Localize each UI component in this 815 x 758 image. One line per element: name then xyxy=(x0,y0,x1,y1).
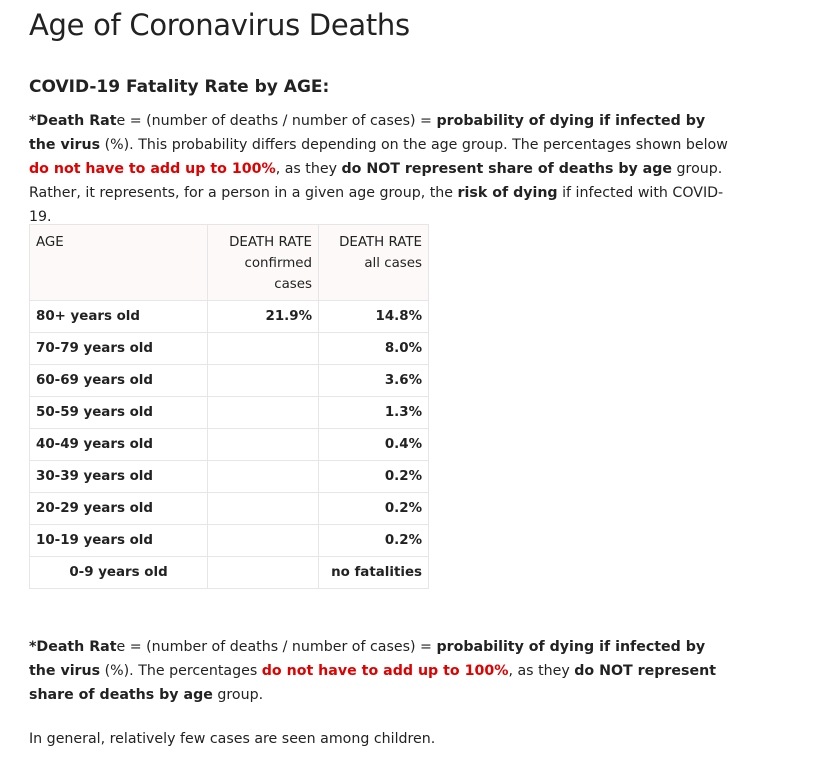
death-rate-term-tail: e xyxy=(116,113,126,129)
confirmed-cell xyxy=(208,333,319,365)
emphasis-text: do NOT represent share of deaths by age xyxy=(341,161,673,177)
age-cell: 40-49 years old xyxy=(30,429,208,461)
header-confirmed-line3: cases xyxy=(274,277,312,292)
confirmed-cell: 21.9% xyxy=(208,301,319,333)
header-all-line2: all cases xyxy=(364,256,422,271)
header-confirmed-line1: DEATH RATE xyxy=(229,235,312,250)
age-cell: 20-29 years old xyxy=(30,493,208,525)
all-cell: 0.2% xyxy=(319,525,429,557)
footnote-paragraph xyxy=(29,635,729,707)
table-row xyxy=(30,333,429,365)
table-row xyxy=(30,557,429,589)
header-confirmed-line2: confirmed xyxy=(244,256,312,271)
confirmed-cell xyxy=(208,397,319,429)
confirmed-cell xyxy=(208,525,319,557)
header-age: AGE xyxy=(30,225,208,301)
table-header-row xyxy=(30,225,429,301)
header-confirmed xyxy=(208,225,319,301)
intro-text-after: group. Rather, it represents, for a person in a given age group, the xyxy=(29,161,723,201)
all-cell: 0.4% xyxy=(319,429,429,461)
intro-text-end: if infected with COVID-19. xyxy=(29,185,724,225)
highlight-text: do not have to add up to 100% xyxy=(261,663,509,679)
table-row xyxy=(30,525,429,557)
all-cell: 3.6% xyxy=(319,365,429,397)
footnote-text-end: group. xyxy=(212,687,264,703)
section-heading: COVID-19 Fatality Rate by AGE: xyxy=(29,77,330,97)
confirmed-cell xyxy=(208,493,319,525)
all-cell: no fatalities xyxy=(319,557,429,589)
table-row xyxy=(30,461,429,493)
confirmed-cell xyxy=(208,365,319,397)
probability-text: probability of dying if infected by the virus xyxy=(29,113,706,153)
confirmed-cell xyxy=(208,557,319,589)
confirmed-cell xyxy=(208,461,319,493)
all-cell: 8.0% xyxy=(319,333,429,365)
intro-paragraph xyxy=(29,109,729,229)
all-cell: 14.8% xyxy=(319,301,429,333)
risk-text: risk of dying xyxy=(457,185,558,201)
fatality-rate-table xyxy=(29,224,429,589)
all-cell: 0.2% xyxy=(319,493,429,525)
page-title: Age of Coronavirus Deaths xyxy=(29,8,410,42)
probability-text: probability of dying if infected by the virus xyxy=(29,639,706,679)
intro-text-mid: , as they xyxy=(275,161,342,177)
intro-text: (%). This probability differs depending on the age group. The percentages shown below xyxy=(100,137,728,153)
header-all xyxy=(319,225,429,301)
all-cell: 0.2% xyxy=(319,461,429,493)
formula-text: = (number of deaths / number of cases) = xyxy=(125,639,437,655)
confirmed-cell xyxy=(208,429,319,461)
footnote-text-mid: , as they xyxy=(508,663,575,679)
emphasis-text: do NOT represent share of deaths by age xyxy=(29,663,717,703)
age-cell: 70-79 years old xyxy=(30,333,208,365)
death-rate-term: *Death Rat xyxy=(29,639,117,655)
age-cell: 80+ years old xyxy=(30,301,208,333)
table-row xyxy=(30,429,429,461)
age-cell: 10-19 years old xyxy=(30,525,208,557)
header-all-line1: DEATH RATE xyxy=(339,235,422,250)
death-rate-term-tail: e xyxy=(116,639,126,655)
closing-paragraph: In general, relatively few cases are seen among children. xyxy=(29,731,436,747)
table-row xyxy=(30,397,429,429)
death-rate-term: *Death Rat xyxy=(29,113,117,129)
age-cell: 0-9 years old xyxy=(30,557,208,589)
age-cell: 30-39 years old xyxy=(30,461,208,493)
highlight-text: do not have to add up to 100% xyxy=(29,161,276,177)
table-row xyxy=(30,493,429,525)
table-row xyxy=(30,365,429,397)
age-cell: 50-59 years old xyxy=(30,397,208,429)
formula-text: = (number of deaths / number of cases) = xyxy=(125,113,437,129)
age-cell: 60-69 years old xyxy=(30,365,208,397)
table-row xyxy=(30,301,429,333)
footnote-text: (%). The percentages xyxy=(100,663,262,679)
all-cell: 1.3% xyxy=(319,397,429,429)
